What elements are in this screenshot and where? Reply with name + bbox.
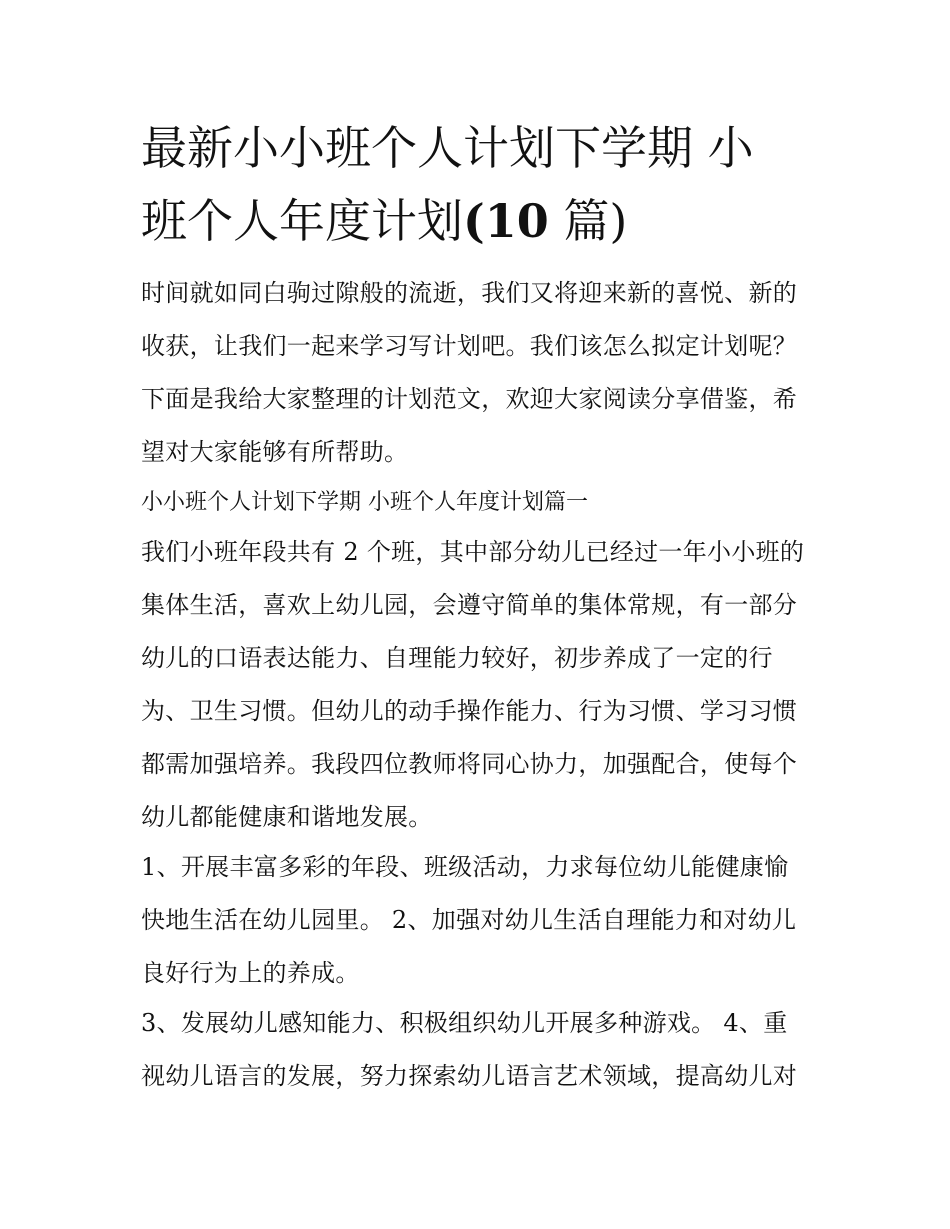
goal-line: 3、发展幼儿感知能力、积极组织幼儿开展多种游戏。 4、重 xyxy=(141,1009,788,1037)
body-line: 我们小班年段共有 2 个班，其中部分幼儿已经过一年小小班的 xyxy=(141,538,805,566)
document-title xyxy=(141,112,813,258)
body-line: 集体生活，喜欢上幼儿园，会遵守简单的集体常规，有一部分 xyxy=(141,591,798,619)
intro-paragraph xyxy=(141,274,813,471)
intro-line: 望对大家能够有所帮助。 xyxy=(141,438,409,466)
title-line-2-text: 班个人年度计划 xyxy=(141,194,463,248)
title-line-2-count: (10 xyxy=(463,194,549,248)
body-line: 幼儿的口语表达能力、自理能力较好，初步养成了一定的行 xyxy=(141,644,773,672)
goals-paragraph-2 xyxy=(141,1004,813,1095)
body-line: 为、卫生习惯。但幼儿的动手操作能力、行为习惯、学习习惯 xyxy=(141,697,798,725)
intro-line: 收获，让我们一起来学习写计划吧。我们该怎么拟定计划呢？ xyxy=(141,332,798,360)
section-heading: 小小班个人计划下学期 小班个人年度计划篇一 xyxy=(141,490,588,515)
intro-line: 下面是我给大家整理的计划范文，欢迎大家阅读分享借鉴，希 xyxy=(141,385,798,413)
document-content xyxy=(141,112,813,1095)
body-line: 都需加强培养。我段四位教师将同心协力，加强配合，使每个 xyxy=(141,750,798,778)
goal-line: 1、开展丰富多彩的年段、班级活动，力求每位幼儿能健康愉 xyxy=(141,853,789,881)
goals-paragraph-1 xyxy=(141,848,813,992)
body-line: 幼儿都能健康和谐地发展。 xyxy=(141,803,433,831)
goal-line: 良好行为上的养成。 xyxy=(141,959,360,987)
body-paragraph xyxy=(141,533,813,836)
goal-line: 视幼儿语言的发展，努力探索幼儿语言艺术领域，提高幼儿对 xyxy=(141,1062,798,1090)
goal-line: 快地生活在幼儿园里。 2、加强对幼儿生活自理能力和对幼儿 xyxy=(141,906,797,934)
intro-line: 时间就如同白驹过隙般的流逝，我们又将迎来新的喜悦、新的 xyxy=(141,279,798,307)
title-line-1: 最新小小班个人计划下学期 小 xyxy=(141,121,754,175)
title-line-2-suffix: 篇) xyxy=(548,194,628,248)
